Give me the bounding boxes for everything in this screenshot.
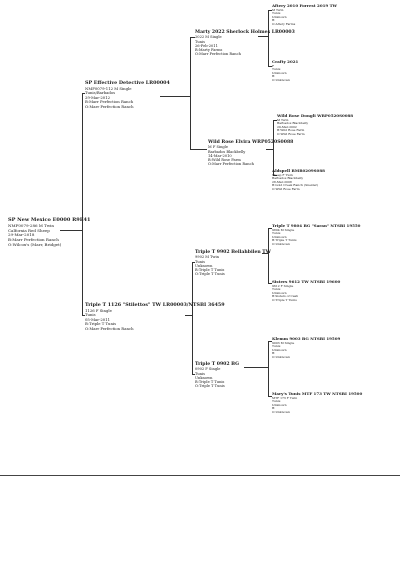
great-grandparent-name: Wild Rose Dongli WRP0520S0088: [277, 113, 354, 118]
dam-dam-name: Triple T 0902 BG: [195, 362, 240, 367]
great-grandparent-line: 29-Mar-2002: [277, 124, 297, 129]
great-grandparent-line: O:Wild Rose Farm: [272, 186, 300, 191]
great-grandparent-line: 9003 M Single: [272, 340, 295, 345]
great-grandparent-line: O:Unknown: [272, 77, 290, 82]
dam-line: Tunis: [85, 312, 96, 318]
great-grandparent-name: Crafty 2021: [272, 59, 299, 64]
connector: [82, 93, 83, 315]
great-grandparent-line: B:: [272, 351, 276, 356]
sire-line: 29-Mar-2012: [85, 94, 111, 100]
dam-dam-line: Tunis: [195, 371, 206, 376]
great-grandparent-name: Sisters 9612 TW NTSBI 19600: [272, 279, 341, 284]
great-grandparent-line: Tunis: [272, 11, 281, 16]
sire-sire-entry: [195, 30, 295, 57]
great-grandparent-line: O:Unknown: [272, 409, 290, 414]
great-grandparent-line: 9612 F Single: [272, 283, 294, 288]
dam-dam-line: Unknown: [195, 375, 213, 380]
subject-line: O:Wilcox's (Marr, Bridget): [8, 241, 62, 247]
sire-sire-line: O:Marr Perfection Ranch: [195, 52, 241, 57]
great-grandparent-line: MTF 173 F Twin: [272, 395, 298, 400]
subject-entry: [8, 218, 91, 247]
sire-line: NMF0079-112 M Single: [85, 85, 132, 91]
great-grandparent-line: Unknown: [272, 290, 287, 295]
sire-entry: [85, 81, 170, 109]
dam-line: B:Triple T Tunis: [85, 321, 117, 327]
great-grandparent-entry: [272, 169, 325, 191]
great-grandparent-line: O:Unknown: [272, 241, 290, 246]
great-grandparent-entry: [272, 224, 360, 246]
dam-dam-line: O:Triple T Tunis: [195, 384, 225, 389]
great-grandparent-line: 9804 M Single: [272, 227, 295, 232]
great-grandparent-line: B:: [272, 406, 276, 411]
great-grandparent-line: Barbados Blackbelly: [277, 121, 309, 126]
great-grandparent-line: O:Triple T Tunis: [272, 297, 297, 302]
great-grandparent-line: 28-Mar-2008: [272, 179, 292, 184]
great-grandparent-line: Tunis: [272, 344, 281, 349]
great-grandparent-entry: [272, 4, 337, 26]
great-grandparent-line: Unknown: [272, 70, 287, 75]
great-grandparent-entry: [272, 60, 298, 82]
subject-line: 29-Mar-2018: [8, 232, 35, 238]
sire-line: O:Marr Perfection Ranch: [85, 103, 134, 109]
great-grandparent-entry: [277, 114, 353, 136]
great-grandparent-line: Unknown: [272, 14, 287, 19]
great-grandparent-line: Unknown: [272, 347, 287, 352]
sire-sire-line: 2022 M Single: [195, 35, 222, 40]
great-grandparent-line: Tunis: [272, 399, 281, 404]
great-grandparent-entry: [272, 337, 340, 359]
great-grandparent-name: Triple T 9804 BG "Saran" NTSBI 19550: [272, 223, 361, 228]
sire-dam-line: 14-Mar-2010: [208, 153, 232, 158]
great-grandparent-name: Klemm 9003 BG NTSBI 19509: [272, 336, 341, 341]
dam-sire-line: Unknown: [195, 263, 213, 268]
sire-line: Tunis/Barbados: [85, 90, 116, 96]
dam-sire-line: B:Triple T Tunis: [195, 268, 225, 273]
subject-line: Calfornia Red Sheep: [8, 227, 50, 233]
great-grandparent-line: O:Unknown: [272, 354, 290, 359]
dam-dam-entry: [195, 362, 239, 389]
sire-name: SP Effective Detective LR00004: [85, 80, 170, 86]
connector: [190, 37, 191, 149]
dam-sire-line: Tunis: [195, 259, 206, 264]
footer-divider: [0, 475, 400, 476]
dam-entry: [85, 303, 225, 331]
dam-line: 05-Mar-2011: [85, 316, 111, 322]
great-grandparent-line: B:: [272, 18, 276, 23]
great-grandparent-line: B:Gold Creek Ranch (Sneider): [272, 183, 319, 188]
sire-dam-line: B:Wild Rose Farm: [208, 158, 241, 163]
sire-dam-line: Barbados Blackbelly: [208, 149, 246, 154]
subject-name: SP New Mexico E0000 R9E41: [8, 217, 91, 223]
dam-sire-line: O:Triple T Tunis: [195, 272, 225, 277]
connector: [244, 367, 268, 368]
dam-dam-line: B:Triple T Tunis: [195, 380, 225, 385]
sire-dam-name: Wild Rose Elvira WRP0520S0088: [208, 140, 294, 145]
great-grandparent-name: Aldspell RMR0209S088: [272, 168, 325, 173]
great-grandparent-line: M Twin: [272, 7, 284, 12]
dam-dam-line: 0902 F Single: [195, 367, 221, 372]
sire-sire-name: Marty 2022 Sherlock Holmes LR00003: [195, 30, 295, 35]
connector: [190, 149, 207, 150]
great-grandparent-line: Barbados Blackbelly: [272, 176, 304, 181]
great-grandparent-line: O:Wild Rose Farm: [277, 131, 305, 136]
dam-name: Triple T 1126 "Stilettos" TW LR00003/NTSBI 36459: [85, 302, 225, 308]
great-grandparent-line: Tunis: [272, 231, 281, 236]
great-grandparent-line: Sheep F Twin: [272, 172, 293, 177]
sire-dam-line: M F Single: [208, 145, 228, 150]
great-grandparent-line: F: [272, 63, 275, 68]
sire-sire-line: B:Marty Farms: [195, 48, 223, 53]
great-grandparent-line: Unknown: [272, 402, 287, 407]
dam-sire-line: 9902 M Twin: [195, 255, 219, 260]
sire-line: B:Marr Perfection Ranch: [85, 99, 134, 105]
great-grandparent-line: B:Triple T Tunis: [272, 238, 297, 243]
great-grandparent-entry: [272, 280, 340, 302]
great-grandparent-line: B:Wild Rose Farm: [277, 128, 305, 133]
great-grandparent-line: B:: [272, 74, 276, 79]
dam-line: 1126 F Single: [85, 307, 112, 313]
sire-dam-line: O:Marr Perfection Ranch: [208, 162, 254, 167]
sire-sire-line: 26-Feb-2011: [195, 43, 218, 48]
dam-sire-name: Triple T 9902 Bellahbilen TW: [195, 250, 271, 255]
subject-line: B:Marr Perfection Ranch: [8, 237, 59, 243]
great-grandparent-entry: [272, 392, 362, 414]
connector: [268, 341, 269, 396]
great-grandparent-line: Tunis: [272, 287, 281, 292]
dam-sire-entry: [195, 250, 271, 277]
great-grandparent-line: M Twin: [277, 117, 289, 122]
sire-sire-line: Tunis: [195, 39, 206, 44]
great-grandparent-line: O:Aftery Farms: [272, 21, 296, 26]
great-grandparent-name: Mary's Tunis MTF 173 TW NTSBI 19500: [272, 391, 363, 396]
great-grandparent-line: Unknown: [272, 234, 287, 239]
sire-dam-entry: [208, 140, 293, 167]
dam-line: O:Marr Perfection Ranch: [85, 325, 134, 331]
great-grandparent-name: Aftery 2010 Forrest 2019 TW: [272, 3, 338, 8]
great-grandparent-line: Tunis: [272, 67, 281, 72]
subject-line: NMF0079-286 M Twin: [8, 222, 54, 228]
great-grandparent-line: B:Sisters of Cash: [272, 294, 299, 299]
